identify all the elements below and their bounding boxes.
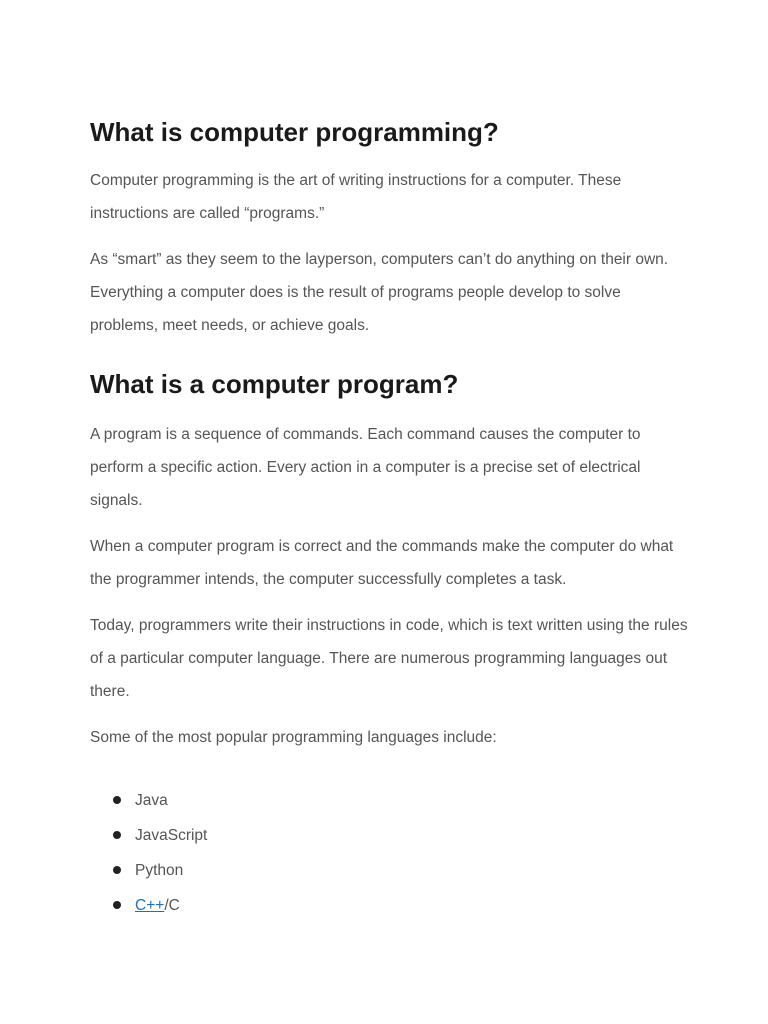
list-item — [90, 783, 690, 818]
list-item-suffix: /C — [164, 897, 180, 914]
cpp-link[interactable]: C++ — [135, 897, 165, 914]
list-item — [90, 818, 690, 853]
paragraph: When a computer program is correct and the commands make the computer do what the programmer intends, the computer successfully completes a task. — [90, 538, 674, 588]
list-item-label: JavaScript — [135, 827, 208, 844]
paragraph: As “smart” as they seem to the layperson, computers can’t do anything on their own. Everything a computer does is the result of programs people develop to solve problems, meet needs, or achieve goals. — [90, 251, 669, 334]
paragraph: Some of the most popular programming languages include: — [90, 729, 497, 746]
list-item — [90, 888, 690, 923]
list-item — [90, 853, 690, 888]
section-heading-program: What is a computer program? — [90, 369, 459, 399]
language-list — [90, 783, 690, 923]
bullet-icon — [113, 901, 121, 909]
bullet-icon — [113, 796, 121, 804]
paragraph: Computer programming is the art of writing instructions for a computer. These instructions are called “programs.” — [90, 172, 622, 222]
bullet-icon — [113, 831, 121, 839]
paragraph: Today, programmers write their instructions in code, which is text written using the rules of a particular computer language. There are numerous programming languages out there. — [90, 617, 688, 700]
list-item-label: Python — [135, 862, 184, 879]
paragraph: A program is a sequence of commands. Each command causes the computer to perform a specific action. Every action in a computer is a precise set of electrical signals. — [90, 426, 641, 509]
list-item-label: Java — [135, 792, 168, 809]
section-heading-programming: What is computer programming? — [90, 117, 499, 147]
article — [90, 112, 690, 923]
bullet-icon — [113, 866, 121, 874]
